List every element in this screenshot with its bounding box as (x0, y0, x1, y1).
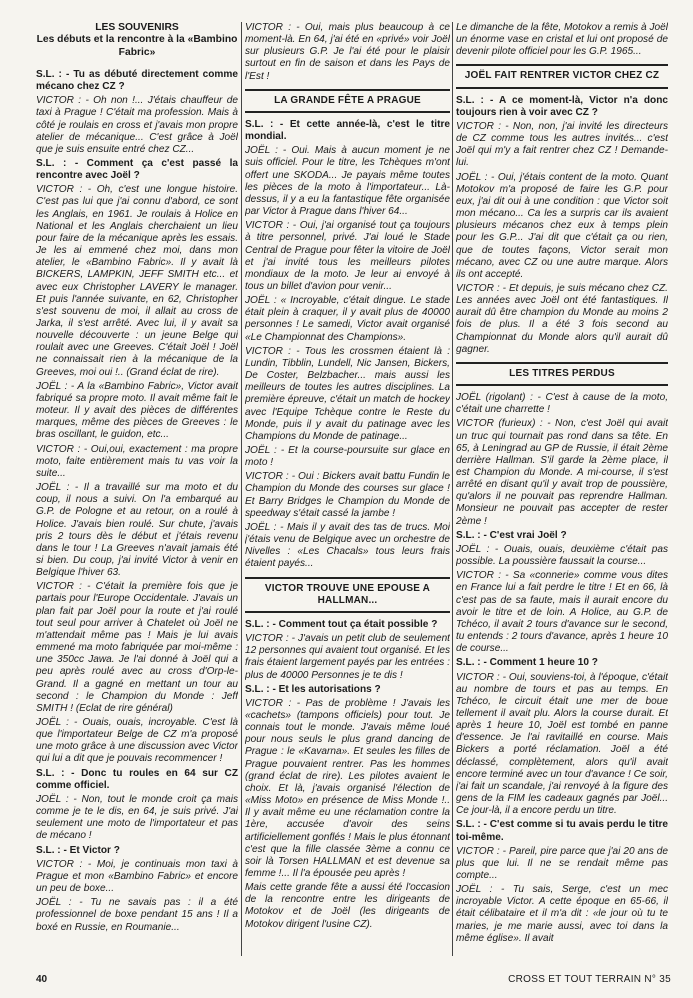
interview-answer: JOËL : - Et la course-poursuite sur glace en moto ! (245, 445, 450, 469)
column-2-text-a (245, 22, 450, 83)
interview-answer: JOËL (rigolant) : - C'est à cause de la moto, c'était une charrette ! (456, 392, 668, 416)
column-2 (245, 22, 450, 958)
interview-answer: Mais cette grande fête a aussi été l'occasion de la rencontre entre les dirigeants de Motokov et de Joël (les dirigeants de Motokov dirigent l'usine CZ). (245, 882, 450, 930)
interview-question: S.L. : - Comment ça c'est passé la rencontre avec Joël ? (36, 157, 238, 182)
column-2-text-b (245, 119, 450, 571)
interview-question: S.L. : - Tu as débuté directement comme mécano chez CZ ? (36, 68, 238, 93)
interview-answer: JOËL : - Ouais, ouais, deuxième c'était pas possible. La poussière faussait la course... (456, 543, 668, 568)
interview-answer: VICTOR : - Non, non, j'ai invité les directeurs de CZ comme tous les autres invités... c'est Joël qui m'y a fait rentrer chez CZ ! Demande-lui. (456, 120, 668, 169)
interview-answer: VICTOR : - Oui : Bickers avait battu Fundin le Champion du Monde des courses sur glace ! Et Barry Bridges le Champion du Monde de speedway s'était cassé la jambe ! (245, 471, 450, 519)
interview-question: S.L. : - Et Victor ? (36, 844, 120, 856)
column-1-text (36, 69, 238, 934)
section-heading: JOËL FAIT RENTRER VICTOR CHEZ CZ (456, 64, 668, 88)
interview-answer: VICTOR : - Pareil, pire parce que j'ai 20 ans de plus que lui. Il ne se rendait même pas compte... (456, 845, 668, 881)
page-footer (36, 974, 671, 988)
interview-question: S.L. : - Comment 1 heure 10 ? (456, 657, 598, 669)
column-3 (456, 22, 668, 958)
section-heading: LA GRANDE FÊTE A PRAGUE (245, 89, 450, 113)
section-heading: LES TITRES PERDUS (456, 362, 668, 386)
interview-question: S.L. : - Comment tout ça était possible ? (245, 618, 438, 630)
interview-answer: VICTOR : - Oui, mais plus beaucoup à ce moment-là. En 64, j'ai été en «privé» voir Joël sur plusieurs G.P. Je l'ai été pour le plaisir surtout en fin de saison et dans les Pays de l'Est ! (245, 22, 450, 82)
interview-answer: JOËL : - Tu sais, Serge, c'est un mec incroyable Victor. A cette époque en 65-66, il était célibataire et il m'a dit : «le jour où tu te maries, je me marie aussi, avec toi dans la même église». Il avait (456, 884, 668, 944)
interview-answer: JOËL : - Oui. Mais à aucun moment je ne suis officiel. Pour le titre, les Tchèques m'ont offert une SKODA... Je payais même toutes les pièces de la moto à l'importateur... Là-dessus, il y a eu la fantastique fête organisée par Victor à Prague dans l'hiver 64... (245, 145, 450, 218)
interview-answer: JOËL : - A la «Bambino Fabric», Victor avait fabriqué sa propre moto. Il avait même fait le moteur. Il y avait des pièces de différentes marques, même des pièces de Greeves : le bras oscillant, le guidon, etc... (36, 380, 238, 441)
interview-answer: VICTOR : - Tous les crossmen étaient là : Lundin, Tibblin, Lundell, Nic Jansen, Bickers, De Coster, Belzbacher... mais aussi les meilleurs de toutes les autres disciplines. La première épreuve, c'était un match de hockey avec l'Equipe Tchèque contre le Reste du Monde, puis il y avait du patinage avec les Champions du Monde de patinage... (245, 345, 450, 442)
interview-question: S.L. : - C'est vrai Joël ? (456, 529, 567, 541)
interview-answer: VICTOR : - Oh, c'est une longue histoire. C'est pas lui que j'ai connu d'abord, ce sont les Anglais, en 1961. Je roulais à Holice en National et les Anglais cherchaient un lieu pour faire de la mécanique après les essais. Je les ai emmené chez moi, dans mon atelier, le «Bambino Fabric». Il y avait là BICKERS, LAMPKIN, JEFF SMITH etc... et avec eux Christopher LAVERY le manager. Et puis l'année suivante, en 62, Christopher s'est souvenu de moi, il allait au cross de Jarka, il s'est arrêté. Avec lui, il y avait sa nouvelle découverte : un jeune Belge qui roulait avec une Greeves. C'était Joël ! Joël ne connaissait rien à la mécanique de la Greeves, moi oui !.. (Grand éclat de rire). (36, 184, 238, 378)
interview-answer: VICTOR : - Oui, j'ai organisé tout ça toujours à titre personnel, privé. J'ai loué le Stade Central de Prague pour fêter la vitoire de Joël et j'ai invité tous les meilleurs pilotes mondiaux de la moto. Je leur ai envoyé à tous un billet d'avion pour venir... (245, 220, 450, 292)
interview-answer: JOËL : - Oui, j'étais content de la moto. Quant Motokov m'a proposé de faire les G.P. pour eux, j'ai dit oui à une condition : que Victor soit mon mécano... Ca les a surpris car ils avaient plusieurs mécanos chez eux à temps plein pour les G.P... J'ai dit que c'était ça ou rien, que de toutes façons, Victor serait mon mécano, avec CZ ou une autre marque. Alors ils ont accepté. (456, 171, 668, 280)
interview-answer: VICTOR : - Et depuis, je suis mécano chez CZ. Les années avec Joël ont été fantastiques. Il aurait dû être champion du Monde au moins 2 fois de plus. Il a été 3 fois second au Championnat du Monde alors qu'il aurait dû gagner. (456, 282, 668, 355)
interview-answer: VICTOR : - Oui, souviens-toi, à l'époque, c'était au nombre de tours et pas au temps. En Tchéco, le circuit était une mer de boue tellement il avait plu. Alors la course durait. Et après 1 heure 10, Joël est tombé en panne d'essence. Je l'ai ravitaillé en course. Mais Bickers a porté réclamation. Joël a été déclassé, complètement, alors qu'il avait encore terminé avec un tour d'avance ! Ce soir, j'ai fait un scandale, j'ai renvoyé à la figure des gens de la FIM les cadeaux gagnés par Joël... Ce jour-là, il a encore perdu un titre. (456, 671, 668, 817)
section-kicker (36, 22, 238, 59)
magazine-title: CROSS ET TOUT TERRAIN N° 35 (508, 974, 671, 985)
column-3-text-b (456, 95, 668, 356)
interview-answer: VICTOR : - C'était la première fois que je partais pour l'Europe Occidentale. J'avais un plan fait par Joël pour la route et j'ai roulé tout seul pour arriver à Chatelet où Joël ne m'attendait même pas ! Mais je lui avais emmené ma moto fabriquée par moi-même : une 350cc Jawa. Je l'ai donné à Joël qui a peu après roulé avec au cross d'Orp-le-Grand. Il a gagné en mettant un tour au second : le Champion du Monde : Jeff SMITH ! (Eclat de rire général) (36, 581, 238, 714)
kicker-text: LES SOUVENIRS Les débuts et la rencontre à la «Bambino Fabric» (36, 22, 238, 58)
interview-answer: VICTOR : - Oh non !... J'étais chauffeur de taxi à Prague ! C'était ma profession. Mais à côté je roulais en cross et j'avais mon propre atelier de mécanique... C'est grâce à Joël que je suis ensuite entré chez CZ... (36, 95, 238, 155)
interview-answer: VICTOR : - J'avais un petit club de seulement 12 personnes qui avaient tout organisé. Et les frais étaient largement payés par les entrées : plus de 40000 Personnes je te dis ! (245, 633, 450, 681)
interview-answer: VICTOR : - Pas de problème ! J'avais les «cachets» (tampons officiels) pour tout. Je connais tout le monde. J'avais même loué pour nous seuls le plus grand dancing de Prague : le «Kavarna». Et seules les filles de Prague pouvaient rentrer. Pas les hommes (grand éclat de rire). Les pilotes avaient le choix. Et là, j'avais organisé l'élection de «Miss Moto» en présence de Miss Monde !.. Il y avait même eu une réclamation contre la 1ère, accusée d'avoir des seins artificiellement gonflés ! Mais le plus étonnant c'est que la fille classée 3ème a connu ce soir là Torsen HALLMAN et est devenue sa femme !... Il l'a épousée peu après ! (245, 697, 450, 879)
interview-question: S.L. : - C'est comme si tu avais perdu le titre toi-même. (456, 819, 668, 843)
column-divider (452, 22, 453, 956)
column-divider (241, 22, 242, 956)
interview-answer: JOËL : - Il a travaillé sur ma moto et du coup, il nous a suivi. On l'a embarqué au G.P. de Pologne et au retour, on a roulé à Holice. J'avais bien roulé. Sur chute, j'avais pris 2 tours dès le début et j'étais revenu dans le tour ! La Greeves n'avait jamais été si bien. Du coup, j'ai invité Victor à venir en Belgique l'hiver 63. (36, 482, 238, 579)
column-1 (36, 22, 238, 958)
interview-question: S.L. : - A ce moment-là, Victor n'a donc toujours rien à voir avec CZ ? (456, 94, 668, 118)
interview-answer: VICTOR (furieux) : - Non, c'est Joël qui avait un truc qui tournait pas rond dans sa tête. En 65, à Leningrad au GP de Russie, il était 2ème derrière Hallman. S'il garde la 2ème place, il est Champion du Monde. A mi-course, il s'est arrêté en disant qu'il y avait trop de poussière, qu'alors il ne pouvait pas reprendre Hallman. Monsieur ne pouvait pas accepter de rester 2ème ! (456, 418, 668, 527)
interview-answer: Le dimanche de la fête, Motokov a remis à Joël un énorme vase en cristal et lui ont proposé de devenir pilote officiel pour les G.P. 1965... (456, 22, 668, 58)
interview-answer: VICTOR : - Oui,oui, exactement : ma propre moto, faite entièrement mais tu vas voir la suite... (36, 443, 238, 479)
interview-answer: JOËL : - Tu ne savais pas : il a été professionnel de boxe pendant 15 ans ! Il a boxé en Russie, en Roumanie... (36, 897, 238, 933)
interview-answer: JOËL : - Ouais, ouais, incroyable. C'est là que l'importateur Belge de CZ m'a proposé une moto grâce à une discussion avec Victor qui lui a dit que je pouvais recommencer ! (36, 717, 238, 765)
column-2-text-c (245, 619, 450, 931)
interview-question: S.L. : - Donc tu roules en 64 sur CZ comme officiel. (36, 767, 238, 791)
interview-answer: JOËL : - Non, tout le monde croit ça mais comme je te le dis, en 64, je suis privé. J'ai seulement une moto de l'importateur et pas de mécano ! (36, 793, 238, 842)
column-3-text-a (456, 22, 668, 58)
interview-answer: VICTOR : - Sa «connerie» comme vous dites en France lui a fait perdre le titre ! Et en 66, là c'est pas de sa faute, mais il aurait encore du avoir le titre et de loin. A Holice, au G.P. de Tchéco, il avait 2 tours d'avance sur le second, tu entends : 2 tours d'avance, après 1 heure 10 de course... (456, 570, 668, 655)
column-3-text-c (456, 392, 668, 945)
interview-answer: JOËL : « Incroyable, c'était dingue. Le stade était plein à craquer, il y avait plus de 40000 personnes ! Le samedi, Victor avait organisé «Le Championnat des Champions». (245, 295, 450, 343)
page-number: 40 (36, 974, 48, 985)
interview-question: S.L. : - Et les autorisations ? (245, 683, 381, 695)
section-heading: VICTOR TROUVE UNE EPOUSE A HALLMAN... (245, 577, 450, 613)
interview-answer: JOËL : - Mais il y avait des tas de trucs. Moi j'étais venu de Belgique avec un orchestre de Nivelles : «Les Chacals» tous leurs frais étaient payés... (245, 521, 450, 570)
interview-answer: VICTOR : - Moi, je continuais mon taxi à Prague et mon «Bambino Fabric» et encore un peu de boxe... (36, 858, 238, 895)
interview-question: S.L. : - Et cette année-là, c'est le titre mondial. (245, 118, 450, 143)
